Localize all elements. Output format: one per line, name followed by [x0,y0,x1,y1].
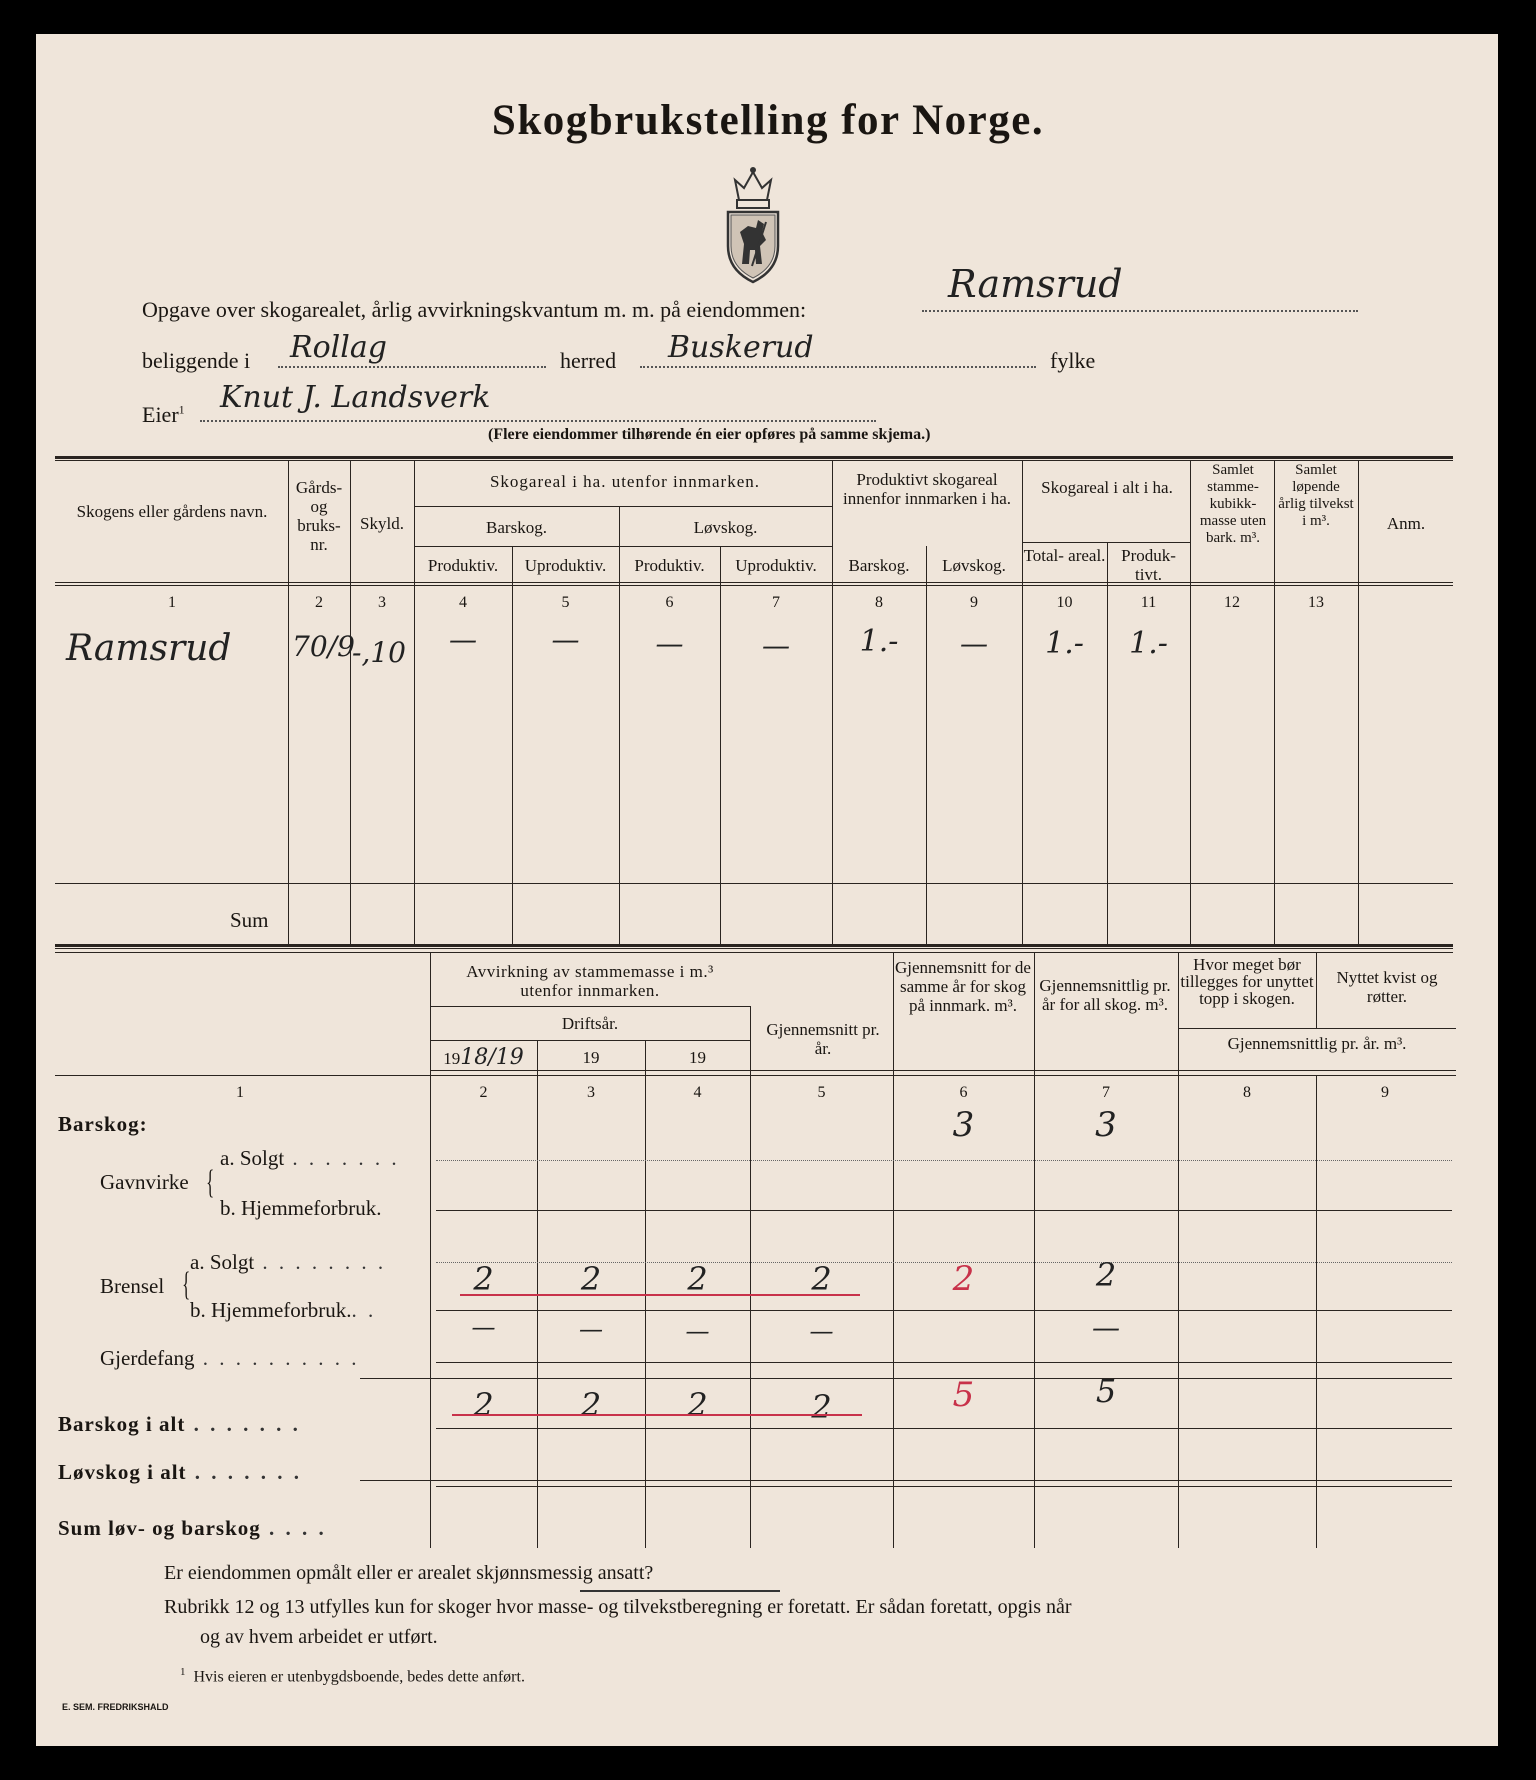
t2-barskog-alt-7: 5 [1095,1372,1117,1410]
t1-header-produktivt-group: Produktivt skogareal innenfor innmarken i ha. [842,470,1012,508]
t2-gjerde-4: — [685,1317,710,1345]
t2-colnum: 2 [479,1084,488,1101]
t2-brensel-hj-2: 2 [473,1260,494,1298]
t1-cell-gardsnr: 70/9 [292,630,355,663]
t2-colnum: 9 [1381,1084,1389,1101]
beliggende-label: beliggende i [142,348,251,373]
underline-skjonnsmessig [580,1590,780,1592]
herred-value: Buskerud [668,330,814,365]
footnote: $^1$ Hvis eieren er utenbygdsboende, bedes dette anført. [180,1666,525,1686]
t1-colnum: 2 [315,594,323,611]
t2-colnum: 8 [1243,1084,1251,1101]
t2-colnum: 1 [236,1084,244,1101]
t1-cell-7: — [762,629,790,662]
t1-header-skogareal-alt: Skogareal i alt i ha. [1041,478,1173,497]
t2-gjerde-3: — [579,1315,603,1343]
t1-header-produktiv-4: Produktiv. [427,556,499,575]
t1-header-uproduktiv-7: Uproduktiv. [735,556,817,575]
t2-header-year-1: 1918/19 [443,1045,524,1070]
brace-icon: { [206,1164,215,1201]
brace-icon: { [182,1266,191,1303]
t1-colnum: 12 [1224,594,1240,611]
t2-header-driftsar: Driftsår. [561,1014,619,1033]
t1-cell-6: — [655,627,684,660]
t2-barskog-alt-6: 5 [952,1375,975,1415]
t2-gjerde-5: — [809,1317,834,1345]
t2-colnum: 7 [1102,1084,1110,1101]
opgave-label: Opgave over skogarealet, årlig avvirkningskvantum m. m. på eiendommen: [142,297,807,322]
printer-mark: E. SEM. FREDRIKSHALD [62,1702,169,1712]
t1-header-produktiv-6: Produktiv. [634,556,705,575]
t1-header-lovskog-9: Løvskog. [942,556,1006,575]
t1-colnum: 11 [1140,594,1157,611]
t1-header-12: Samlet stamme- kubikk- masse uten bark. m³. [1199,462,1267,546]
row-gavnvirke: Gavnvirke [100,1170,189,1194]
t2-gjerde-7: — [1092,1311,1120,1344]
t1-header-skyld: Skyld. [360,514,404,533]
t1-cell-5: — [551,623,580,656]
t2-brensel-hj-7: 2 [1095,1256,1117,1294]
t2-header-avvirkning: Avvirkning av stammemasse i m.³ utenfor innmarken. [466,962,714,1000]
t1-header-gardsnr: Gårds- og bruks- nr. [295,478,343,554]
t2-colnum: 3 [587,1084,595,1101]
t2-header-gjennomsnittlig: Gjennemsnittlig pr. år. m³. [1227,1034,1407,1053]
t2-brensel-hj-6: 2 [952,1259,975,1299]
t2-brensel-hj-4: 2 [687,1260,708,1298]
t1-cell-8: 1.- [859,624,899,659]
t2-colnum: 6 [959,1084,968,1101]
t2-header-year-3: 19 [689,1048,706,1067]
t1-colnum: 9 [970,594,978,611]
t1-colnum: 1 [168,594,176,611]
t1-header-anm: Anm. [1386,514,1426,533]
t1-colnum: 6 [665,594,674,611]
t1-colnum: 3 [378,594,386,611]
t2-barskog-alt-3: 2 [580,1386,602,1424]
t2-gavn-solgt-7: 3 [1095,1105,1117,1145]
row-barskog: Barskog: [58,1112,148,1136]
row-gjerdefang: Gjerdefang . . . . . . . . . . [100,1346,360,1370]
t1-header-barskog-8: Barskog. [848,556,910,575]
red-strikethrough [460,1294,860,1296]
row-sum-lov-bar: Sum løv- og barskog . . . . [58,1516,327,1540]
herred-label: herred [560,348,617,373]
t1-colnum: 8 [875,594,883,611]
eiendom-value: Ramsrud [948,262,1123,306]
t1-cell-10: 1.- [1045,626,1084,661]
footer-line-1: Er eiendommen opmålt eller er arealet skjønnsmessig ansatt? [164,1562,654,1584]
t1-cell-4: — [449,623,477,656]
t2-brensel-hj-3: 2 [580,1260,602,1298]
eier-value: Knut J. Landsverk [220,380,491,415]
t1-cell-skyld: -,10 [352,636,406,669]
t2-colnum: 4 [693,1084,702,1101]
t2-gjerde-2: — [471,1313,496,1341]
t2-header-all-skog: Gjennemsnittlig pr. år for all skog. m³. [1039,976,1171,1014]
form-title: Skogbrukstelling for Norge. [491,97,1045,144]
t2-header-gjennomsnitt: Gjennemsnitt pr. år. [766,1020,880,1058]
row-brensel-hjemme: b. Hjemmeforbruk.. . [190,1298,377,1322]
t2-colnum: 5 [817,1084,826,1101]
t1-header-13: Samlet løpende årlig tilvekst i m³. [1278,462,1354,529]
row-brensel: Brensel [100,1274,165,1298]
coat-of-arms-icon [722,166,784,284]
row-gavn-solgt: a. Solgt . . . . . . . [220,1146,400,1170]
t1-header-skogareal: Skogareal i ha. utenfor innmarken. [489,472,761,491]
t1-sum-label: Sum [230,908,269,932]
t2-header-topp: Hvor meget bør tillegges for unyttet topp i skogen. [1180,955,1314,1008]
flere-note: (Flere eiendommer tilhørende én eier opføres på samme skjema.) [488,426,931,443]
t2-header-year-2: 19 [582,1048,600,1067]
row-lovskog-alt: Løvskog i alt . . . . . . . [58,1460,303,1484]
footer-line-3: og av hvem arbeidet er utført. [200,1626,438,1648]
t1-header-totalareal: Total- areal. [1023,546,1106,565]
t1-header-navn: Skogens eller gårdens navn. [76,502,268,521]
t2-gavn-solgt-6: 3 [952,1105,975,1145]
t2-brensel-hj-5: 2 [811,1260,832,1298]
t1-header-lovskog: Løvskog. [693,518,758,537]
t1-colnum: 7 [772,594,780,611]
t1-header-barskog: Barskog. [486,518,547,537]
t2-barskog-alt-2: 2 [473,1386,494,1424]
t1-colnum: 10 [1056,594,1073,611]
t2-header-innmark: Gjennemsnitt for de samme år for skog på innmark. m³. [895,958,1031,1015]
footer-line-2: Rubrikk 12 og 13 utfylles kun for skoger hvor masse- og tilvekstberegning er foretatt. Er sådan foretatt, opgis når [164,1596,1072,1618]
t1-cell-navn: Ramsrud [66,628,232,669]
t2-barskog-alt-5: 2 [811,1388,832,1426]
t1-cell-9: — [960,627,988,660]
row-barskog-alt: Barskog i alt . . . . . . . [58,1412,301,1436]
t1-colnum: 13 [1308,594,1324,611]
fylke-label: fylke [1050,348,1096,373]
row-gavn-hjemme: b. Hjemmeforbruk. [220,1196,382,1220]
beliggende-value: Rollag [290,330,387,365]
t2-header-kvist: Nyttet kvist og røtter. [1336,968,1438,1006]
t1-header-uproduktiv-5: Uproduktiv. [524,556,607,575]
eier-label: Eier$^1$ [142,402,185,427]
t1-header-produktivt: Produk- tivt. [1121,546,1176,584]
t1-colnum: 4 [459,594,467,611]
t1-cell-11: 1.- [1129,626,1168,661]
t1-colnum: 5 [561,594,570,611]
row-brensel-solgt: a. Solgt . . . . . . . . [190,1250,387,1274]
t2-barskog-alt-4: 2 [687,1386,708,1424]
red-strikethrough [452,1414,862,1416]
